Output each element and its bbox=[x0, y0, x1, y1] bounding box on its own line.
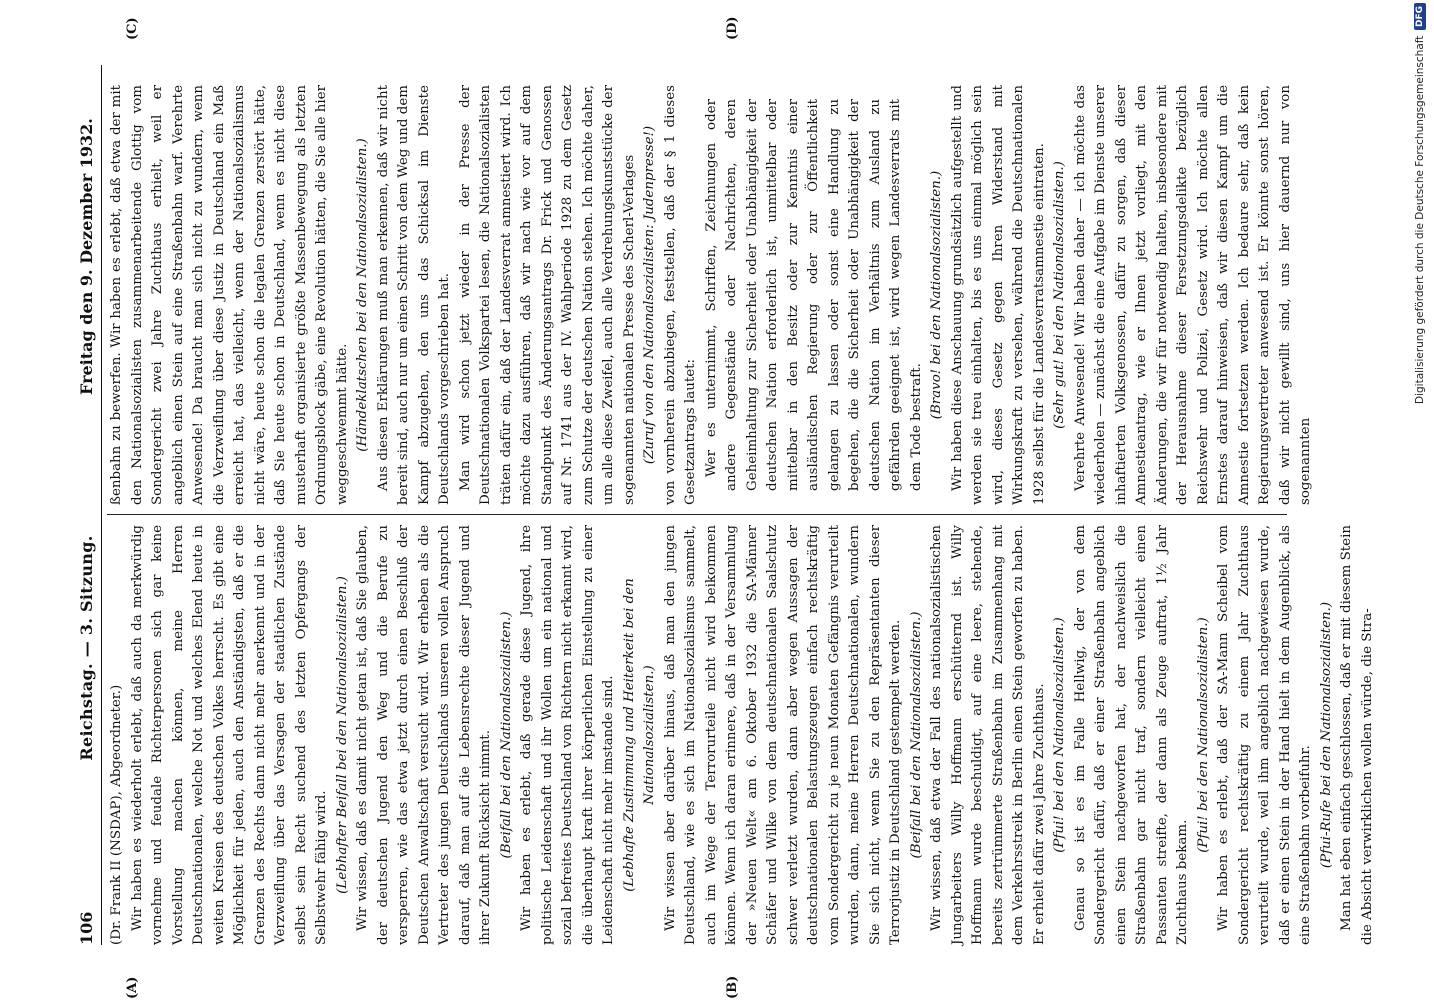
left-column bbox=[107, 525, 1375, 945]
interjection: (Lebhafte Zustimmung und Heiterkeit bei den Nationalsozialisten.) bbox=[621, 578, 657, 892]
interjection: (Sehr gut! bei den Nationalsozialisten.) bbox=[1052, 161, 1067, 429]
paragraph: Wir wissen, daß es damit nicht getan ist, daß Sie glauben, der deutschen Jugend den Weg und die Berufe zu versperren, wie das etwa jetzt durch einen Beschluß der Deutschen Anwaltschaft versucht wird. Wir erheben als die Vertreter des jungen Deutschlands unseren vollen Anspruch darauf, daß man auf die Lebensrechte dieser Jugend und ihrer Zukunft Rücksicht nimmt. bbox=[355, 525, 493, 945]
paragraph: Man hat eben einfach geschlossen, daß er mit diesem Stein die Absicht verwirklichen wollen würde, die Stra- bbox=[1339, 525, 1375, 945]
interjection: (Händeklatschen bei den Nationalsozialisten.) bbox=[355, 138, 370, 452]
interjection: (Pfui! bei den Nationalsozialisten.) bbox=[1052, 617, 1067, 853]
paragraph: Genau so ist es im Falle Hellwig, der von dem Sondergericht dafür, daß er einer Straßenbahn angeblich einen Stein nachgeworfen hat, der nachweislich die Straßenbahn gar nicht traf, sondern vielleicht einen Passanten streifte, der dann als Zeuge auftrat, 1½ Jahr Zuchthaus bekam. bbox=[1072, 525, 1190, 945]
interjection: (Bravo! bei den Nationalsozialisten.) bbox=[929, 170, 944, 420]
page-title: Reichstag. — 3. Sitzung. bbox=[77, 535, 96, 761]
paragraph: Man wird schon jetzt wieder in der Presse der Deutschnationalen Volkspartei lesen, die Nationalsozialisten träten dafür ein, daß der Landesverrat amnestiert wird. Ich möchte dazu ausführen, daß wir nach wie vor auf dem Standpunkt des Änderungsantrags Dr. Frick und Genossen auf Nr. 1741 aus der IV. Wahlperiode 1928 zu dem Gesetz zum Schutze der deutschen Nation stehen. Ich möchte daher, um alle diese Zweifel, auch alle Verdrehungskunststücke der sogenannten nationalen Presse des Scherl-Verlages bbox=[457, 85, 637, 505]
paragraph: Verehrte Anwesende! Wir haben daher — ich möchte das wiederholen — zunächst die eine Aufgabe im Dienste unserer inhaftierten Volksgenossen, dafür zu sorgen, daß dieser Amnestieantrag, wie er Ihnen jetzt vorliegt, mit den Änderungen, die wir für notwendig halten, insbesondere mit der Herausnahme dieser Fersetzungsdelikte bezüglich Reichswehr und Polizei, Gesetz wird. Ich möchte allen Ernstes darauf hinweisen, daß wir diesen Kampf um die Amnestie fortsetzen werden. Ich bedaure sehr, daß kein Regierungsvertreter anwesend ist. Er könnte sonst hören, daß wir nicht gewillt sind, uns hier dauernd nur von sogenannten bbox=[1072, 85, 1313, 505]
interjection: (Lebhafter Beifall bei den Nationalsozialisten.) bbox=[334, 576, 350, 894]
paragraph: Wir haben es erlebt, daß der SA-Mann Scheibel vom Sondergericht rechtskräftig zu einem Jahr Zuchthaus verurteilt wurde, weil ihm angeblich nachgewiesen wurde, daß er einen Stein in der Hand hielt in dem Augenblick, als eine Straßenbahn vorbeifuhr. bbox=[1216, 525, 1313, 945]
header-rule bbox=[101, 65, 102, 945]
interjection: (Pfui-Rufe bei den Nationalsozialisten.) bbox=[1318, 601, 1334, 869]
interjection: (Beifall bei den Nationalsozialisten.) bbox=[908, 611, 924, 859]
paragraph: von vornherein abzubiegen, feststellen, daß der § 1 dieses Gesetzantrags lautet: bbox=[662, 85, 698, 505]
interjection: (Pfui! bei den Nationalsozialisten.) bbox=[1195, 617, 1211, 853]
paragraph: Aus diesen Erklärungen muß man erkennen, daß wir nicht bereit sind, auch nur um einen Schritt von dem Weg und dem Kampf abzugehen, den uns das Schicksal im Dienste Deutschlands vorgeschrieben hat. bbox=[375, 85, 452, 505]
paragraph: Wir haben es wiederholt erlebt, daß auch da merkwürdig vornehme und feudale Richterpersonen sich gar keine Vorstellung machen können, meine Herren Deutschnationalen, welche Not und welches Elend heute in weiten Kreisen des deutschen Volkes herrscht. Es gibt eine Möglichkeit für jeden, auch den Anständigsten, daß er die Grenzen des Rechts dann nicht mehr anerkennt und in der Verzweiflung über das Versagen der staatlichen Zustände selbst sein Recht suchend des letzten Opfergangs der Selbstwehr fähig wird. bbox=[129, 525, 329, 945]
credit-text: Digitalisierung gefördert durch die Deutsche Forschungsgemeinschaft bbox=[1414, 36, 1426, 405]
paragraph: Wir wissen, daß etwa der Fall des nationalsozialistischen Jungarbeiters Willy Hoffmann erschütternd ist. Willy Hoffmann wurde beschuldigt, auf eine leere, stehende, bereits zertrümmerte Straßenbahn im Zusammenhang mit dem Verkehrsstreik in Berlin einen Stein geworfen zu haben. Er erhielt dafür zwei Jahre Zuchthaus. bbox=[929, 525, 1047, 945]
paragraph: Wir wissen aber darüber hinaus, daß man den jungen Deutschland, wie es sich im Nationalsozialismus sammelt, auch im Wege der Terrorurteile nicht wird beikommen können. Wenn ich daran erinnere, daß in der Versammlung der »Neuen Welt« am 6. Oktober 1932 die SA-Männer Schäfer und Wilke von dem deutschnationalen Saalschutz schwer verletzt wurden, dann aber wegen Aussagen der deutschnationalen Belastungszeugen einfach rechtskräftig vom Sondergericht zu je neun Monaten Gefängnis verurteilt wurden, dann, meine Herren Deutschnationalen, wundern Sie sich nicht, wenn Sie zu den Repräsentanten dieser Terrorjustiz in Deutschland gestempelt werden. bbox=[662, 525, 903, 945]
right-column bbox=[107, 85, 1337, 505]
page-header bbox=[75, 65, 99, 945]
page-number: 106 bbox=[77, 911, 96, 945]
paragraph: Wir haben es erlebt, daß gerade diese Jugend, ihre politische Leidenschaft und ihr Wollen um ein national und sozial befreites Deutschland von Richtern nicht erkannt wird, die überhaupt kraft ihrer körperlichen Einstellung zu einer Leidenschaft nicht mehr imstande sind. bbox=[519, 525, 616, 945]
column-separator bbox=[107, 514, 1287, 515]
speaker-line: (Dr. Frank II (NSDAP), Abgeordneter.) bbox=[109, 684, 124, 945]
margin-mark-a: (A) bbox=[125, 976, 140, 999]
paragraph: ßenbahn zu bewerfen. Wir haben es erlebt, daß etwa der mit den Nationalsozialisten zusammenarbeitende Glottig vom Sondergericht zwei Jahre Zuchthaus erhielt, weil er angeblich einen Stein auf eine Straßenbahn warf. Verehrte Anwesende! Da braucht man sich nicht zu wundern, wenn die Verzweiflung über diese Justiz in Deutschland ein Maß erreicht hat, das vielleicht, wenn der Nationalsozialismus nicht wäre, heute schon die legalen Grenzen zerstört hätte, daß Sie heute schon in Deutschland, wenn es nicht diese musterhaft organisierte größte Massenbewegung als letzten Ordnungsblock gäbe, eine Revolution hätten, die Sie alle hier weggeschwemmt hätte. bbox=[109, 85, 350, 505]
quoted-law-text: Wer es unternimmt, Schriften, Zeichnungen oder andere Gegenstände oder Nachrichten, deren Geheimhaltung zur Sicherheit oder Unabhängigkeit der deutschen Nation erforderlich ist, unmittelbar oder mittelbar in den Besitz oder zur Kenntnis einer ausländischen Regierung oder zur Öffentlichkeit gelangen zu lassen oder sonst eine Handlung zu begehen, die die Sicherheit oder Unabhängigkeit der deutschen Nation im Verhältnis zum Ausland zu gefährden geeignet ist, wird wegen Landesverrats mit dem Tode bestraft. bbox=[703, 99, 924, 491]
margin-mark-b: (B) bbox=[725, 975, 740, 999]
dfg-logo: DFG bbox=[1414, 3, 1426, 30]
interjection: (Zuruf von den Nationalsozialisten: Judenpresse!) bbox=[642, 125, 657, 465]
margin-mark-d: (D) bbox=[725, 16, 740, 40]
paragraph: Wir haben diese Anschauung grundsätzlich aufgestellt und werden sie treu einhalten, bis es uns einmal möglich sein wird, dieses Gesetz gegen Ihren Widerstand mit Wirkungskraft zu versehen, während die Deutschnationalen 1928 selbst für die Landesverratsamnestie eintraten. bbox=[949, 85, 1047, 505]
margin-mark-c: (C) bbox=[125, 17, 140, 40]
page-date: Freitag den 9. Dezember 1932. bbox=[77, 118, 96, 395]
interjection: (Beifall bei den Nationalsozialisten.) bbox=[498, 611, 514, 859]
digitization-credit bbox=[1410, 3, 1430, 997]
rotated-page bbox=[75, 16, 1375, 999]
